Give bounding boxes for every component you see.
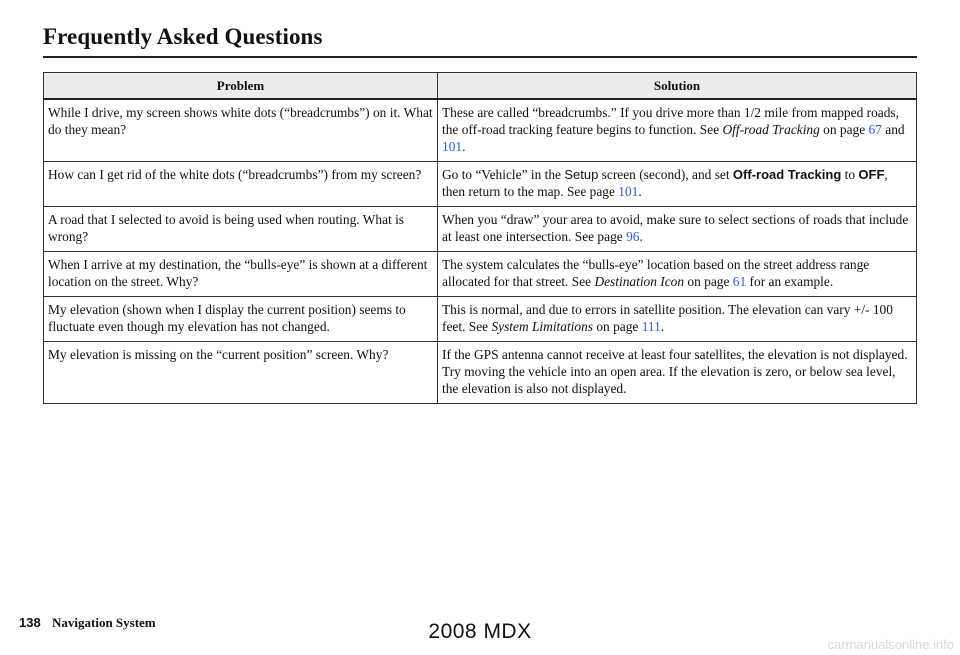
solution-cell bbox=[438, 99, 917, 162]
title-rule bbox=[43, 56, 917, 58]
problem-cell: A road that I selected to avoid is being used when routing. What is wrong? bbox=[44, 207, 438, 252]
solution-text: screen (second), and set bbox=[598, 167, 733, 182]
solution-text: . bbox=[638, 184, 642, 199]
solution-cell bbox=[438, 162, 917, 207]
page-link[interactable]: 101 bbox=[442, 139, 463, 154]
setting-name: Off-road Tracking bbox=[732, 167, 842, 182]
solution-text: on page bbox=[684, 274, 733, 289]
table-row bbox=[44, 297, 917, 342]
watermark: carmanualsonline.info bbox=[827, 637, 954, 652]
setting-value: OFF bbox=[858, 167, 885, 182]
solution-text: When you “draw” your area to avoid, make sure to select sections of roads that include at least one intersection. See page bbox=[442, 212, 909, 244]
solution-text: These are called “breadcrumbs.” If you drive more than 1/2 mile from mapped roads, the off-road tracking feature begins to function. See bbox=[442, 105, 899, 137]
solution-text: and bbox=[881, 122, 905, 137]
page-link[interactable]: 67 bbox=[868, 122, 882, 137]
reference-title: System Limitations bbox=[491, 319, 594, 334]
table-row bbox=[44, 207, 917, 252]
solution-cell: If the GPS antenna cannot receive at least four satellites, the elevation is not displayed. Try moving the vehicle into an open area. If the elevation is zero, or below sea level, the elevation is also not displayed. bbox=[438, 342, 917, 404]
solution-text: , then return to the map. See page bbox=[442, 167, 888, 199]
table-row bbox=[44, 99, 917, 162]
solution-text: . bbox=[639, 229, 643, 244]
solution-text: The system calculates the “bulls-eye” location based on the street address range allocated for that street. See bbox=[442, 257, 870, 289]
reference-title: Off-road Tracking bbox=[722, 122, 820, 137]
solution-cell bbox=[438, 207, 917, 252]
problem-cell: My elevation is missing on the “current position” screen. Why? bbox=[44, 342, 438, 404]
table-header-row bbox=[44, 73, 917, 100]
page-link[interactable]: 111 bbox=[641, 319, 661, 334]
page-link[interactable]: 61 bbox=[732, 274, 747, 289]
section-label: Navigation System bbox=[52, 615, 156, 630]
page-link[interactable]: 96 bbox=[626, 229, 640, 244]
solution-text: on page bbox=[593, 319, 642, 334]
column-header-solution: Solution bbox=[438, 73, 917, 100]
solution-cell bbox=[438, 252, 917, 297]
problem-cell: My elevation (shown when I display the current position) seems to fluctuate even though my elevation has not changed. bbox=[44, 297, 438, 342]
screen-name: Setup bbox=[564, 167, 599, 182]
solution-cell bbox=[438, 297, 917, 342]
solution-text: to bbox=[841, 167, 859, 182]
solution-text: This is normal, and due to errors in satellite position. The elevation can vary +/- 100 feet. See bbox=[442, 302, 893, 334]
faq-table bbox=[43, 72, 917, 404]
problem-cell: When I arrive at my destination, the “bulls-eye” is shown at a different location on the street. Why? bbox=[44, 252, 438, 297]
model-label: 2008 MDX bbox=[428, 620, 532, 643]
page-title: Frequently Asked Questions bbox=[43, 24, 323, 49]
solution-text: Go to “Vehicle” in the bbox=[442, 167, 565, 182]
table-row bbox=[44, 162, 917, 207]
table-row bbox=[44, 252, 917, 297]
solution-text: for an example. bbox=[746, 274, 834, 289]
solution-text: . bbox=[462, 139, 466, 154]
reference-title: Destination Icon bbox=[594, 274, 685, 289]
solution-text: . bbox=[660, 319, 665, 334]
problem-cell: How can I get rid of the white dots (“breadcrumbs”) from my screen? bbox=[44, 162, 438, 207]
table-row bbox=[44, 342, 917, 404]
solution-text: on page bbox=[819, 122, 869, 137]
column-header-problem: Problem bbox=[44, 73, 438, 100]
problem-cell: While I drive, my screen shows white dots (“breadcrumbs”) on it. What do they mean? bbox=[44, 99, 438, 162]
page-link[interactable]: 101 bbox=[618, 184, 639, 199]
page-number: 138 bbox=[19, 615, 41, 630]
